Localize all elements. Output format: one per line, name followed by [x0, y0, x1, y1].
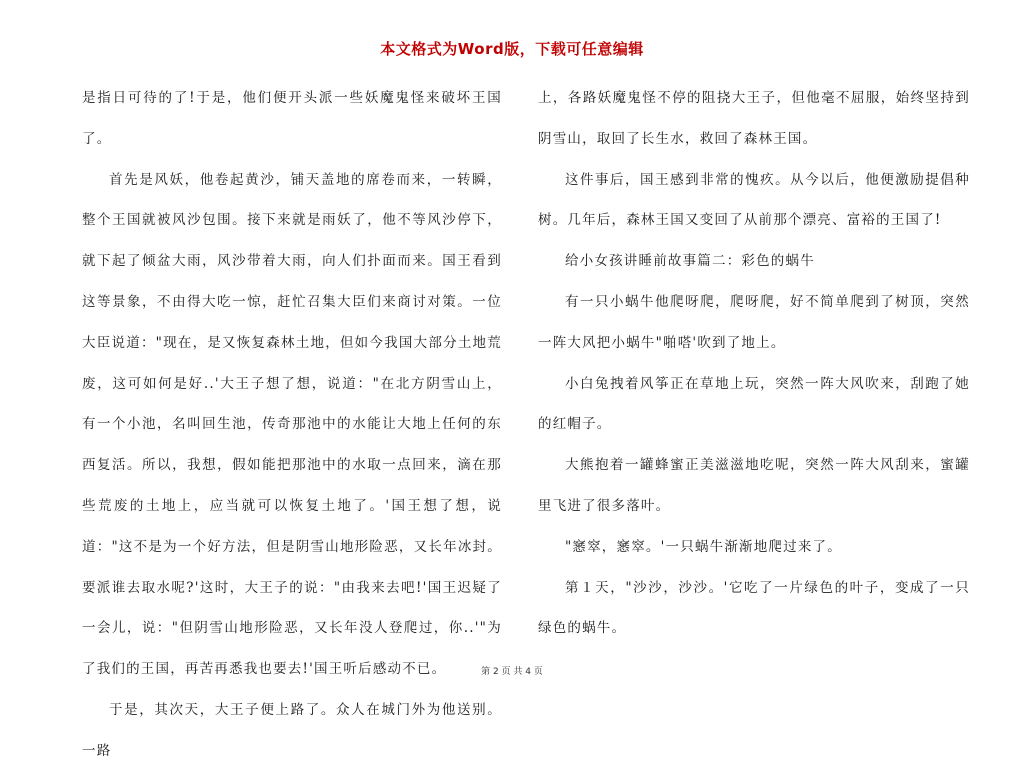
paragraph: 上，各路妖魔鬼怪不停的阻挠大王子，但他毫不屈服，始终坚持到阴雪山，取回了长生水，救回了森林王国。 — [538, 90, 970, 147]
document-banner: 本文格式为Word版，下载可任意编辑 — [380, 40, 644, 58]
paragraph: 小白兔拽着风筝正在草地上玩，突然一阵大风吹来，刮跑了她的红帽子。 — [538, 375, 970, 433]
paragraph: 第１天，"沙沙，沙沙。'它吃了一片绿色的叶子，变成了一只绿色的蜗牛。 — [538, 579, 970, 637]
paragraph: 有一只小蜗牛他爬呀爬，爬呀爬，好不简单爬到了树顶，突然一阵大风把小蜗牛"啪嗒'吹到了地上。 — [538, 293, 970, 351]
paragraph: "窸窣，窸窣。'一只蜗牛渐渐地爬过来了。 — [565, 538, 842, 555]
right-column — [538, 78, 970, 649]
paragraph: 于是，其次天，大王子便上路了。众人在城门外为他送别。一路 — [82, 701, 502, 759]
paragraph: 首先是风妖，他卷起黄沙，铺天盖地的席卷而来，一转瞬，整个王国就被风沙包围。接下来就是雨妖了，他不等风沙停下，就下起了倾盆大雨，风沙带着大雨，向人们扑面而来。国王看到这等景象，不由得大吃一惊，赶忙召集大臣们来商讨对策。一位大臣说道："现在，是又恢复森林土地，但如今我国大部分土地荒废，这可如何是好..'大王子想了想，说道："在北方阴雪山上，有一个小池，名叫回生池，传奇那池中的水能让大地上任何的东西复活。所以，我想，假如能把那池中的水取一点回来，滴在那些荒废的土地上，应当就可以恢复土地了。'国王想了想，说道："这不是为一个好方法，但是阴雪山地形险恶，又长年冰封。要派谁去取水呢?'这时，大王子的说："由我来去吧!'国王迟疑了一会儿，说："但阴雪山地形险恶，又长年没人登爬过，你..'"为了我们的王国，再苦再悉我也要去!'国王听后感动不已。 — [82, 171, 502, 678]
section-heading: 给小女孩讲睡前故事篇二：彩色的蜗牛 — [565, 253, 815, 270]
paragraph: 大熊抱着一罐蜂蜜正美滋滋地吃呢，突然一阵大风刮来，蜜罐里飞进了很多落叶。 — [538, 457, 970, 514]
page-footer: 第 2 页 共 4 页 — [481, 667, 543, 677]
paragraph: 是指日可待的了!于是，他们便开头派一些妖魔鬼怪来破坏王国了。 — [82, 90, 502, 147]
paragraph: 这件事后，国王感到非常的愧疚。从今以后，他便激励提倡种树。几年后，森林王国又变回了从前那个漂亮、富裕的王国了! — [538, 171, 970, 229]
